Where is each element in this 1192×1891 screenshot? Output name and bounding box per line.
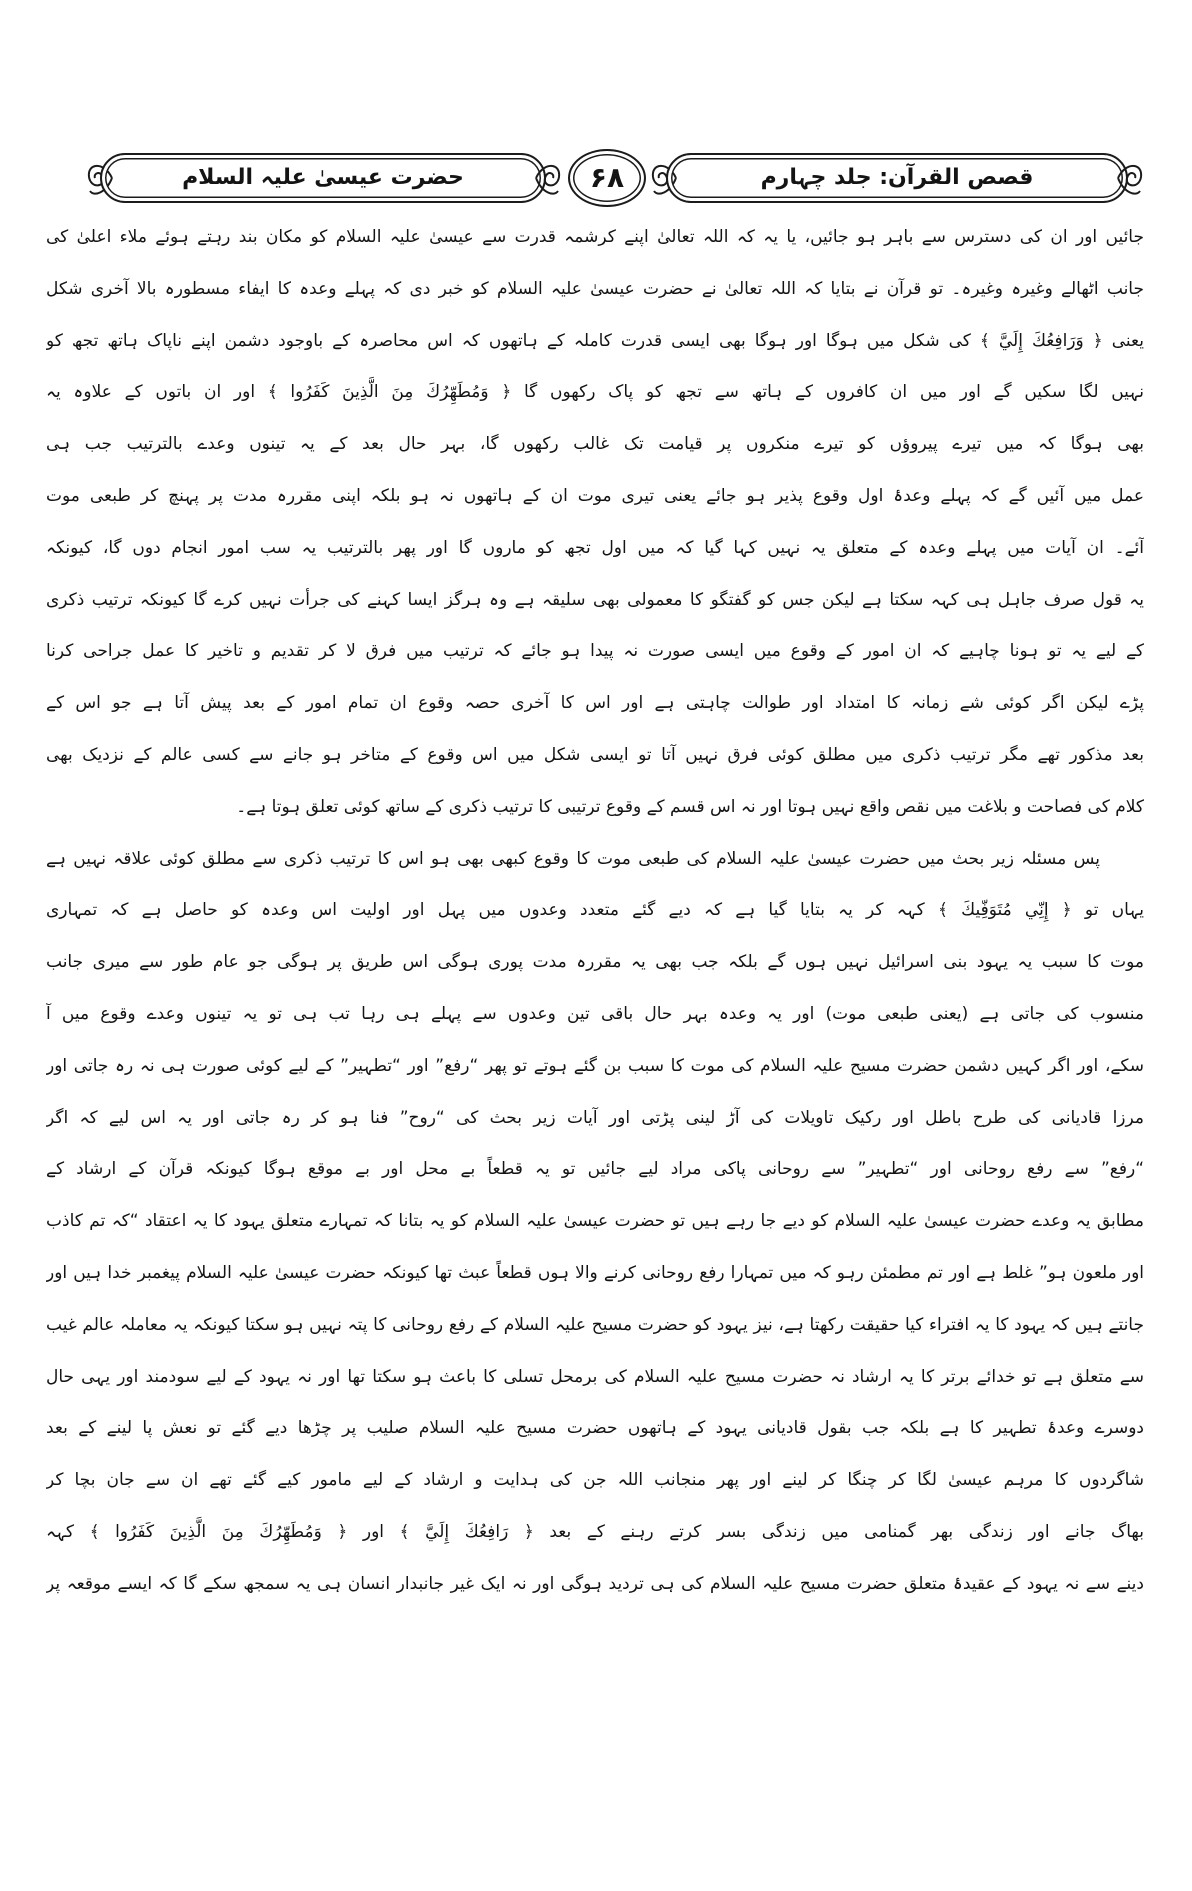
text-line: پڑے لیکن اگر کوئی شے زمانہ کا امتداد اور طوالت چاہتی ہے اور اس کا آخری حصہ وقوع ان تمام امور کے بعد پیش آتا ہے جو اس کے — [46, 693, 1144, 714]
text-line: جائیں اور ان کی دسترس سے باہر ہو جائیں، یا یہ کہ اللہ تعالیٰ اپنے کرشمہ قدرت سے عیسیٰ علیہ السلام کو مکان بند رہتے ہوئے ملاء اعلیٰ کی — [46, 227, 1144, 247]
text-line: مرزا قادیانی کی طرح باطل اور رکیک تاویلات کی آڑ لینی پڑتی اور آیات زیر بحث کی “روح” فنا ہو کر رہ جاتی اور یہ اس لیے کہ اگر — [46, 1107, 1144, 1128]
page-number-badge — [568, 149, 646, 207]
text-line: اور ملعون ہو” غلط ہے اور تم مطمئن رہو کہ میں تمہارا رفع روحانی کرنے والا ہوں قطعاً عبث تھا کیونکہ حضرت عیسیٰ علیہ السلام پیغمبر خدا ہیں اور — [46, 1262, 1144, 1283]
text-line: “رفع” سے رفع روحانی اور “تطہیر” سے روحانی پاکی مراد لیے جائیں تو یہ قطعاً بے محل اور بے موقع ہوگا کیونکہ قرآن کے ارشاد کے — [46, 1159, 1144, 1180]
text-line: سے متعلق ہے تو خدائے برتر کا یہ ارشاد نہ حضرت مسیح علیہ السلام کی برمحل تسلی کا باعث ہو سکتا تھا اور نہ یہود کے لیے سودمند اور یہی حال — [46, 1366, 1144, 1387]
ornament-curl — [1116, 155, 1146, 201]
text-line: بھی ہوگا کہ میں تیرے پیروؤں کو تیرے منکروں پر قیامت تک غالب رکھوں گا، بہر حال بعد کے یہ تینوں وعدے بالترتیب جب ہی — [46, 434, 1144, 455]
text-line: آئے۔ ان آیات میں پہلے وعدہ کے متعلق یہ نہیں کہا گیا کہ میں اول تجھ کو ماروں گا اور پھر بالترتیب یہ سب امور انجام دوں گا، کیونکہ — [46, 537, 1144, 558]
text-line: مطابق یہ وعدے حضرت عیسیٰ علیہ السلام کو دیے جا رہے ہیں تو حضرت عیسیٰ علیہ السلام کو یہ بتانا کہ تمہارے متعلق یہود کا یہ اعتقاد “کہ تم کاذب — [46, 1211, 1144, 1232]
book-title-frame — [666, 153, 1128, 203]
text-line: شاگردوں کا مرہم عیسیٰ لگا کر چنگا کر لینے اور پھر منجانب اللہ جن کی ہدایت و ارشاد کے لیے مامور کیے گئے تھے ان سے جان بچا کر — [46, 1470, 1144, 1491]
text-line: منسوب کی جاتی ہے (یعنی طبعی موت) اور یہ وعدہ بہر حال باقی تین وعدوں سے پہلے ہی رہا تب ہی تو یہ تینوں وعدے وقوع میں آ — [46, 1003, 1144, 1024]
paragraph — [46, 212, 1144, 834]
text-line: یہ قول صرف جاہل ہی کہہ سکتا ہے لیکن جس کو گفتگو کا معمولی بھی سلیقہ ہے وہ ہرگز ایسا کہنے کی جرأت نہیں کرے گا کیونکہ ترتیب ذکری — [46, 589, 1144, 610]
ornament-curl — [534, 155, 564, 201]
text-line: عمل میں آئیں گے کہ پہلے وعدۂ اول وقوع پذیر ہو جائے یعنی تیری موت ان کے ہاتھوں نہ ہو بلکہ اپنی مقررہ مدت پر پہنچ کر طبعی موت — [46, 485, 1144, 506]
text-line: دینے سے نہ یہود کے عقیدۂ متعلق حضرت مسیح علیہ السلام کی ہی تردید ہوگی اور نہ ایک غیر جانبدار انسان ہی یہ سمجھ سکے گا کہ ایسے موقعہ پر — [46, 1573, 1144, 1594]
paragraph — [46, 834, 1144, 1611]
page-number: ۶۸ — [589, 161, 625, 194]
text-line: سکے، اور اگر کہیں دشمن حضرت مسیح علیہ السلام کی موت کا سبب بن گئے ہوتے تو پھر “رفع” اور “تطہیر” کے لیے کوئی صورت ہی نہ رہ جاتی اور — [46, 1055, 1144, 1076]
text-line: موت کا سبب یہ یہود بنی اسرائیل نہیں ہوں گے بلکہ جب بھی یہ مقررہ مدت پوری ہوگی اس طریق پر ہوگی جو عام طور سے میری جانب — [46, 952, 1144, 973]
text-line: بعد مذکور تھے مگر ترتیب ذکری میں مطلق کوئی فرق نہیں آتا تو ایسی شکل میں اس وقوع کے متاخر ہو جانے سے کسی عالم کے نزدیک بھی — [46, 744, 1144, 765]
text-line: بھاگ جانے اور زندگی بھر گمنامی میں زندگی بسر کرتے رہنے کے بعد ﴿ رَافِعُكَ إِلَيَّ ﴾ اور ﴿ وَمُطَهِّرُكَ مِنَ الَّذِينَ كَفَرُوا ﴾ کہہ — [46, 1521, 1144, 1542]
text-line: جانب اٹھالے وغیرہ وغیرہ۔ تو قرآن نے بتایا کہ اللہ تعالیٰ نے حضرت عیسیٰ علیہ السلام کو خبر دی کہ پہلے وعدہ کا ایفاء مسطورہ بالا آخری شکل — [46, 278, 1144, 299]
chapter-title: حضرت عیسیٰ علیہ السلام — [182, 165, 464, 190]
text-line: پس مسئلہ زیر بحث میں حضرت عیسیٰ علیہ السلام کی طبعی موت کا وقوع کبھی بھی ہو اس کا ترتیب ذکری سے مطلق کوئی علاقہ نہیں ہے — [46, 848, 1100, 869]
text-line: دوسرے وعدۂ تطہیر کا ہے بلکہ جب بقول قادیانی یہود کے ہاتھوں حضرت مسیح علیہ السلام صلیب پر چڑھا دیے گئے تو نعش پا لینے کے بعد — [46, 1418, 1144, 1439]
text-line: یعنی ﴿ وَرَافِعُكَ إِلَيَّ ﴾ کی شکل میں ہوگا اور ہوگا بھی ایسی قدرت کاملہ کے ہاتھوں کہ اس محاصرہ کے باوجود دشمن اپنے ناپاک ہاتھ تجھ کو — [46, 330, 1144, 351]
text-line: کے لیے یہ تو ہونا چاہیے کہ ان امور کے وقوع میں ایسی صورت نہ پیدا ہو جائے کہ ترتیب میں فرق لا کر تقدیم و تاخیر کا عمل جراحی کرنا — [46, 641, 1144, 662]
text-line: نہیں لگا سکیں گے اور میں ان کافروں کے ہاتھ سے تجھ کو پاک رکھوں گا ﴿ وَمُطَهِّرُكَ مِنَ الَّذِينَ كَفَرُوا ﴾ اور ان باتوں کے علاوہ یہ — [46, 382, 1144, 403]
book-title: قصص القرآن: جلد چہارم — [760, 165, 1034, 190]
body-text — [46, 212, 1144, 1611]
text-line: جانتے ہیں کہ یہود کا یہ افتراء کیا حقیقت رکھتا ہے، نیز یہود کو حضرت مسیح علیہ السلام کے رفع روحانی کا پتہ نہیں ہو سکتا کیونکہ یہ معاملہ عالم غیب — [46, 1314, 1144, 1335]
text-line: کلام کی فصاحت و بلاغت میں نقص واقع نہیں ہوتا اور نہ اس قسم کے وقوع ترتیبی کا ترتیب ذکری کے ساتھ کوئی تعلق ہوتا ہے۔ — [236, 796, 1144, 817]
chapter-title-frame — [100, 153, 546, 203]
text-line: یہاں تو ﴿ إِنِّي مُتَوَفِّيكَ ﴾ کہہ کر یہ بتایا گیا ہے کہ دیے گئے متعدد وعدوں میں پہل اور اولیت اس وعدہ کو حاصل ہے کہ تمہاری — [46, 900, 1144, 921]
